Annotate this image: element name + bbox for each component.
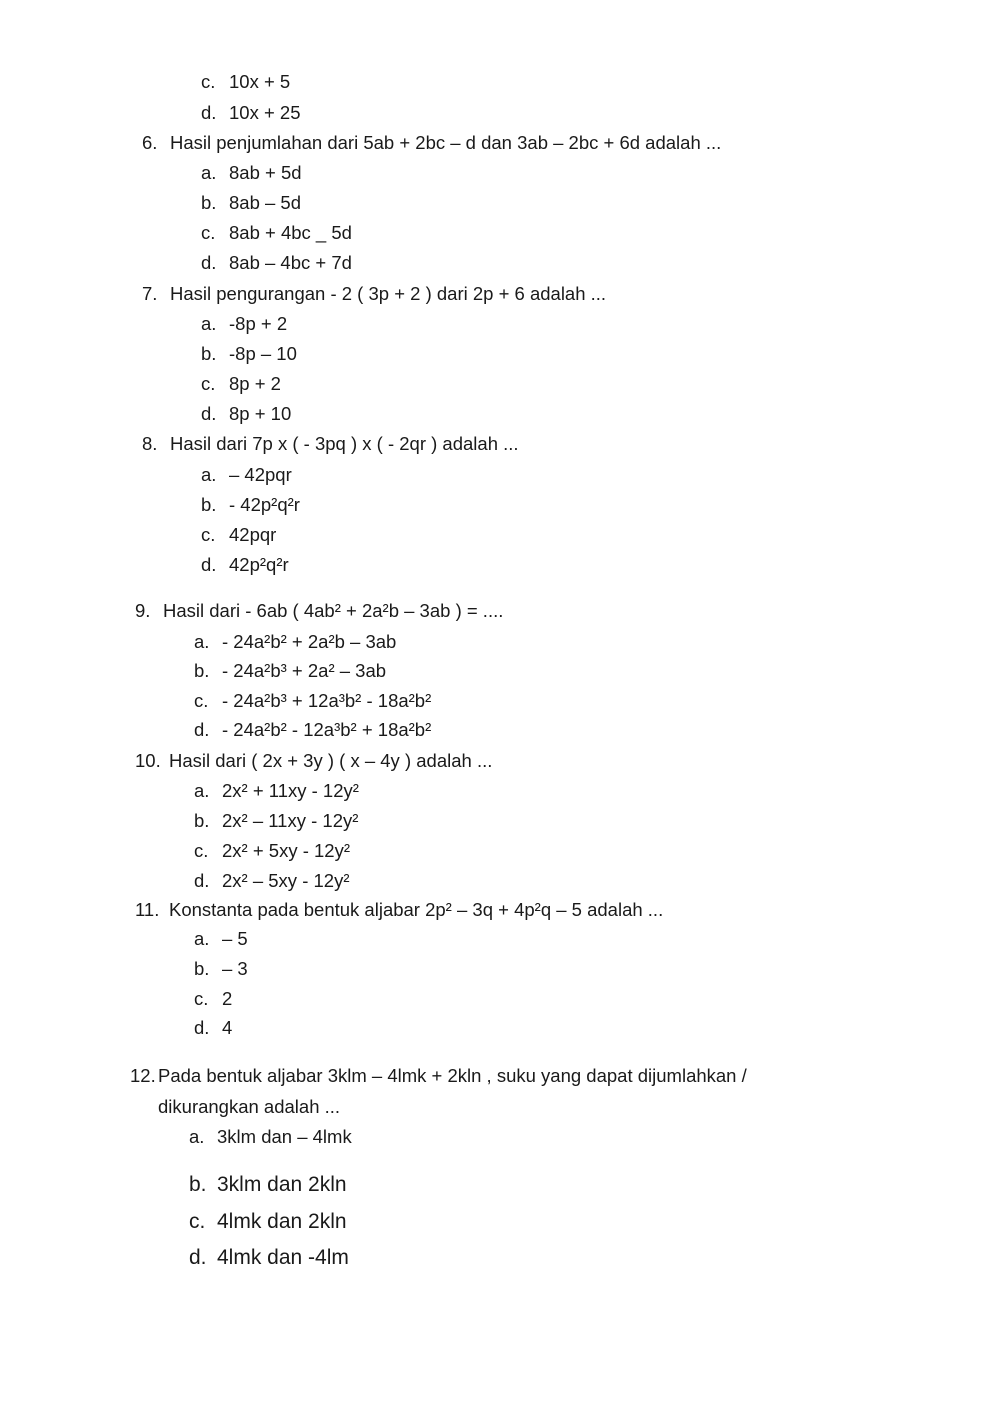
question-8 — [142, 432, 519, 456]
question-number: 7. — [142, 283, 158, 304]
q9-option-d[interactable] — [194, 718, 431, 742]
option-letter: d. — [194, 870, 210, 891]
q6-option-a[interactable] — [201, 161, 302, 185]
option-letter: a. — [194, 631, 210, 652]
option-text: -8p + 2 — [229, 313, 288, 334]
question-number: 12. — [130, 1065, 156, 1086]
option-letter: b. — [201, 494, 217, 515]
q7-option-c[interactable] — [201, 372, 281, 396]
question-9 — [135, 599, 503, 623]
option-letter: d. — [201, 252, 217, 273]
option-text: 2x² – 11xy - 12y² — [222, 810, 359, 831]
q10-option-a[interactable] — [194, 779, 359, 803]
option-text: - 24a²b³ + 2a² – 3ab — [222, 660, 387, 681]
option-letter: d. — [201, 403, 217, 424]
option-letter: c. — [194, 840, 209, 861]
question-number: 6. — [142, 132, 158, 153]
q12-option-a[interactable] — [189, 1125, 352, 1149]
question-number: 11. — [135, 899, 160, 920]
q10-option-d[interactable] — [194, 869, 350, 893]
option-text: – 3 — [222, 958, 248, 979]
question-7 — [142, 282, 606, 306]
q8-option-a[interactable] — [201, 463, 292, 487]
option-letter: a. — [201, 313, 217, 334]
option-text: – 42pqr — [229, 464, 292, 485]
question-text: Hasil pengurangan - 2 ( 3p + 2 ) dari 2p + 6 adalah ... — [170, 283, 607, 304]
option-letter: b. — [194, 660, 210, 681]
option-letter: b. — [194, 958, 210, 979]
option-letter: a. — [201, 162, 217, 183]
question-text: Hasil penjumlahan dari 5ab + 2bc – d dan 3ab – 2bc + 6d adalah ... — [170, 132, 722, 153]
option-letter: b. — [189, 1173, 207, 1196]
option-letter: c. — [201, 524, 216, 545]
option-letter: b. — [201, 343, 217, 364]
q12-option-b[interactable] — [189, 1171, 347, 1199]
option-text: 10x + 25 — [229, 102, 301, 123]
q5-option-d[interactable] — [201, 101, 301, 125]
option-text: – 5 — [222, 928, 248, 949]
option-text: 8ab – 5d — [229, 192, 302, 213]
option-text: 42p²q²r — [229, 554, 289, 575]
option-text: 8ab + 5d — [229, 162, 302, 183]
question-text: dikurangkan adalah ... — [158, 1096, 341, 1117]
option-letter: a. — [194, 780, 210, 801]
option-letter: d. — [201, 102, 217, 123]
option-letter: d. — [194, 1017, 210, 1038]
q9-option-b[interactable] — [194, 659, 386, 683]
option-text: 42pqr — [229, 524, 277, 545]
q12-option-d[interactable] — [189, 1244, 349, 1272]
option-text: -8p – 10 — [229, 343, 297, 364]
q11-option-b[interactable] — [194, 957, 248, 981]
q8-option-c[interactable] — [201, 523, 276, 547]
option-text: 2 — [222, 988, 233, 1009]
q5-option-c[interactable] — [201, 70, 290, 94]
question-10 — [135, 749, 492, 773]
option-letter: c. — [194, 690, 209, 711]
option-letter: c. — [194, 988, 209, 1009]
option-letter: c. — [189, 1210, 206, 1233]
option-letter: b. — [194, 810, 210, 831]
option-text: 8ab + 4bc _ 5d — [229, 222, 352, 243]
option-text: 8ab – 4bc + 7d — [229, 252, 352, 273]
option-letter: a. — [189, 1126, 205, 1147]
option-text: 4lmk dan 2kln — [217, 1210, 347, 1233]
q6-option-d[interactable] — [201, 251, 352, 275]
option-text: 8p + 2 — [229, 373, 281, 394]
option-text: 2x² – 5xy - 12y² — [222, 870, 350, 891]
question-number: 10. — [135, 750, 161, 771]
option-text: 2x² + 11xy - 12y² — [222, 780, 359, 801]
question-text: Konstanta pada bentuk aljabar 2p² – 3q + 4p²q – 5 adalah ... — [169, 899, 664, 920]
q7-option-a[interactable] — [201, 312, 287, 336]
option-letter: c. — [201, 222, 216, 243]
option-text: - 24a²b² - 12a³b² + 18a²b² — [222, 719, 432, 740]
q10-option-b[interactable] — [194, 809, 358, 833]
option-text: - 42p²q²r — [229, 494, 300, 515]
question-12 — [130, 1064, 747, 1088]
q6-option-c[interactable] — [201, 221, 352, 245]
option-text: 10x + 5 — [229, 71, 291, 92]
q7-option-b[interactable] — [201, 342, 297, 366]
q8-option-d[interactable] — [201, 553, 289, 577]
q11-option-a[interactable] — [194, 927, 248, 951]
question-number: 9. — [135, 600, 151, 621]
q8-option-b[interactable] — [201, 493, 300, 517]
question-number: 8. — [142, 433, 158, 454]
option-text: 3klm dan – 4lmk — [217, 1126, 352, 1147]
question-text: Hasil dari 7p x ( - 3pq ) x ( - 2qr ) adalah ... — [170, 433, 519, 454]
question-6 — [142, 131, 721, 155]
question-12-continued — [158, 1095, 340, 1119]
option-letter: d. — [194, 719, 210, 740]
option-text: - 24a²b³ + 12a³b² - 18a²b² — [222, 690, 432, 711]
q9-option-c[interactable] — [194, 689, 431, 713]
q7-option-d[interactable] — [201, 402, 291, 426]
q6-option-b[interactable] — [201, 191, 301, 215]
option-text: 3klm dan 2kln — [217, 1173, 347, 1196]
option-text: 2x² + 5xy - 12y² — [222, 840, 351, 861]
question-text: Hasil dari ( 2x + 3y ) ( x – 4y ) adalah ... — [169, 750, 493, 771]
q9-option-a[interactable] — [194, 630, 396, 654]
option-letter: d. — [201, 554, 217, 575]
question-text: Pada bentuk aljabar 3klm – 4lmk + 2kln , suku yang dapat dijumlahkan / — [158, 1065, 747, 1086]
option-text: - 24a²b² + 2a²b – 3ab — [222, 631, 397, 652]
q11-option-d[interactable] — [194, 1016, 232, 1040]
option-text: 4 — [222, 1017, 233, 1038]
option-text: 4lmk dan -4lm — [217, 1246, 349, 1269]
q10-option-c[interactable] — [194, 839, 350, 863]
option-letter: a. — [194, 928, 210, 949]
option-text: 8p + 10 — [229, 403, 292, 424]
option-letter: d. — [189, 1246, 207, 1269]
option-letter: b. — [201, 192, 217, 213]
question-text: Hasil dari - 6ab ( 4ab² + 2a²b – 3ab ) = .... — [163, 600, 504, 621]
option-letter: c. — [201, 373, 216, 394]
q12-option-c[interactable] — [189, 1208, 347, 1236]
option-letter: c. — [201, 71, 216, 92]
q11-option-c[interactable] — [194, 987, 232, 1011]
question-11 — [135, 898, 663, 922]
option-letter: a. — [201, 464, 217, 485]
